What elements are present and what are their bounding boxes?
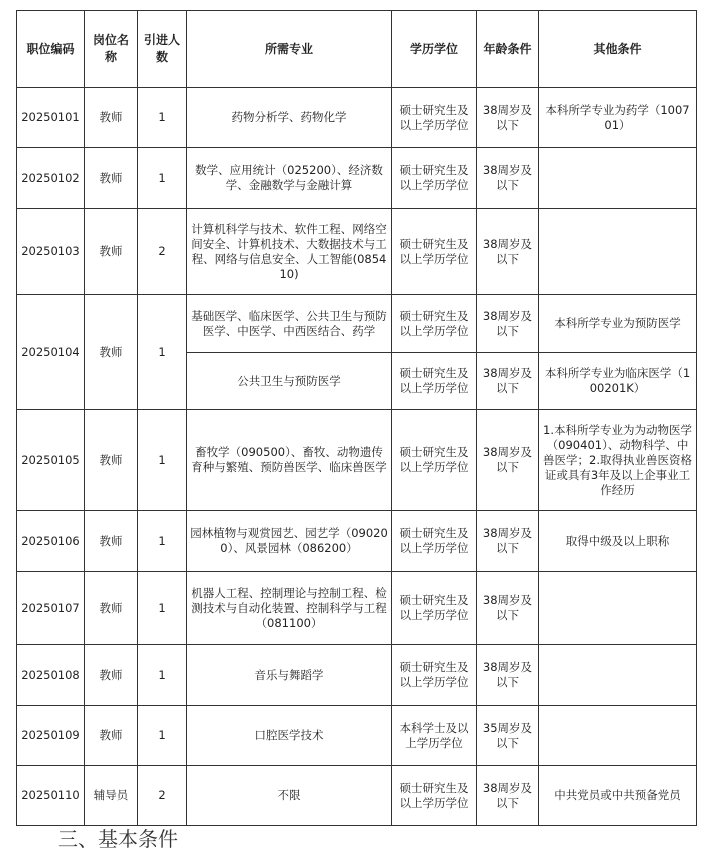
cell-title: 教师 (85, 88, 138, 148)
section-heading: 三、基本条件 (58, 827, 178, 851)
cell-other: 本科所学专业为临床医学（100201K） (539, 353, 697, 410)
header-age: 年龄条件 (477, 11, 539, 88)
cell-title: 教师 (85, 209, 138, 295)
cell-degree: 本科学士及以上学历学位 (392, 706, 477, 766)
cell-code: 20250109 (17, 706, 85, 766)
cell-degree: 硕士研究生及以上学历学位 (392, 88, 477, 148)
cell-age: 38周岁及以下 (477, 645, 539, 706)
cell-other: 1.本科所学专业为为动物医学（090401）、动物科学、中兽医学；2.取得执业兽医资格证或具有3年及以上企事业工作经历 (539, 410, 697, 511)
cell-degree: 硕士研究生及以上学历学位 (392, 209, 477, 295)
cell-other (539, 645, 697, 706)
cell-count: 2 (138, 766, 187, 826)
cell-degree: 硕士研究生及以上学历学位 (392, 572, 477, 645)
cell-other (539, 706, 697, 766)
cell-age: 38周岁及以下 (477, 295, 539, 353)
cell-title: 教师 (85, 706, 138, 766)
cell-major: 音乐与舞蹈学 (187, 645, 392, 706)
cell-title: 辅导员 (85, 766, 138, 826)
header-other: 其他条件 (539, 11, 697, 88)
cell-code: 20250110 (17, 766, 85, 826)
cell-count: 2 (138, 209, 187, 295)
cell-title: 教师 (85, 645, 138, 706)
table-row (17, 572, 697, 645)
table-row (17, 88, 697, 148)
cell-title: 教师 (85, 511, 138, 572)
cell-major: 园林植物与观赏园艺、园艺学（090200）、风景园林（086200） (187, 511, 392, 572)
cell-age: 38周岁及以下 (477, 209, 539, 295)
cell-count: 1 (138, 706, 187, 766)
cell-age: 38周岁及以下 (477, 511, 539, 572)
table-row (17, 706, 697, 766)
table-row (17, 148, 697, 209)
cell-degree: 硕士研究生及以上学历学位 (392, 766, 477, 826)
header-count: 引进人数 (138, 11, 187, 88)
cell-degree: 硕士研究生及以上学历学位 (392, 148, 477, 209)
cell-title: 教师 (85, 148, 138, 209)
cell-other (539, 209, 697, 295)
table-row (17, 410, 697, 511)
cell-code: 20250107 (17, 572, 85, 645)
cell-count: 1 (138, 148, 187, 209)
cell-major: 不限 (187, 766, 392, 826)
cell-major: 畜牧学（090500）、畜牧、动物遗传育种与繁殖、预防兽医学、临床兽医学 (187, 410, 392, 511)
cell-degree: 硕士研究生及以上学历学位 (392, 511, 477, 572)
cell-age: 38周岁及以下 (477, 353, 539, 410)
cell-other (539, 572, 697, 645)
cell-code: 20250101 (17, 88, 85, 148)
cell-major: 机器人工程、控制理论与控制工程、检测技术与自动化装置、控制科学与工程（081100） (187, 572, 392, 645)
table-row (17, 209, 697, 295)
cell-code: 20250102 (17, 148, 85, 209)
cell-major: 药物分析学、药物化学 (187, 88, 392, 148)
header-code: 职位编码 (17, 11, 85, 88)
table-header-row (17, 11, 697, 88)
header-major: 所需专业 (187, 11, 392, 88)
cell-count: 1 (138, 410, 187, 511)
cell-age: 35周岁及以下 (477, 706, 539, 766)
cell-age: 38周岁及以下 (477, 766, 539, 826)
cell-title: 教师 (85, 410, 138, 511)
cell-code: 20250104 (17, 295, 85, 410)
cell-major: 口腔医学技术 (187, 706, 392, 766)
cell-title: 教师 (85, 572, 138, 645)
cell-major: 公共卫生与预防医学 (187, 353, 392, 410)
cell-count: 1 (138, 645, 187, 706)
cell-other: 本科所学专业为预防医学 (539, 295, 697, 353)
table-row (17, 511, 697, 572)
cell-age: 38周岁及以下 (477, 148, 539, 209)
table-row (17, 295, 697, 353)
cell-count: 1 (138, 88, 187, 148)
cell-count: 1 (138, 572, 187, 645)
cell-degree: 硕士研究生及以上学历学位 (392, 645, 477, 706)
table-row (17, 645, 697, 706)
cell-other: 取得中级及以上职称 (539, 511, 697, 572)
cell-major: 计算机科学与技术、软件工程、网络空间安全、计算机技术、大数据技术与工程、网络与信息安全、人工智能(085410) (187, 209, 392, 295)
cell-major: 基础医学、临床医学、公共卫生与预防医学、中医学、中西医结合、药学 (187, 295, 392, 353)
cell-degree: 硕士研究生及以上学历学位 (392, 410, 477, 511)
cell-title: 教师 (85, 295, 138, 410)
cell-age: 38周岁及以下 (477, 572, 539, 645)
header-degree: 学历学位 (392, 11, 477, 88)
header-title: 岗位名称 (85, 11, 138, 88)
cell-age: 38周岁及以下 (477, 410, 539, 511)
recruitment-table (16, 10, 697, 826)
cell-count: 1 (138, 295, 187, 410)
cell-count: 1 (138, 511, 187, 572)
cell-other: 本科所学专业为药学（100701） (539, 88, 697, 148)
cell-code: 20250105 (17, 410, 85, 511)
cell-degree: 硕士研究生及以上学历学位 (392, 353, 477, 410)
cell-degree: 硕士研究生及以上学历学位 (392, 295, 477, 353)
cell-age: 38周岁及以下 (477, 88, 539, 148)
table-row (17, 766, 697, 826)
cell-other: 中共党员或中共预备党员 (539, 766, 697, 826)
cell-code: 20250108 (17, 645, 85, 706)
cell-code: 20250106 (17, 511, 85, 572)
cell-code: 20250103 (17, 209, 85, 295)
cell-major: 数学、应用统计（025200）、经济数学、金融数学与金融计算 (187, 148, 392, 209)
cell-other (539, 148, 697, 209)
